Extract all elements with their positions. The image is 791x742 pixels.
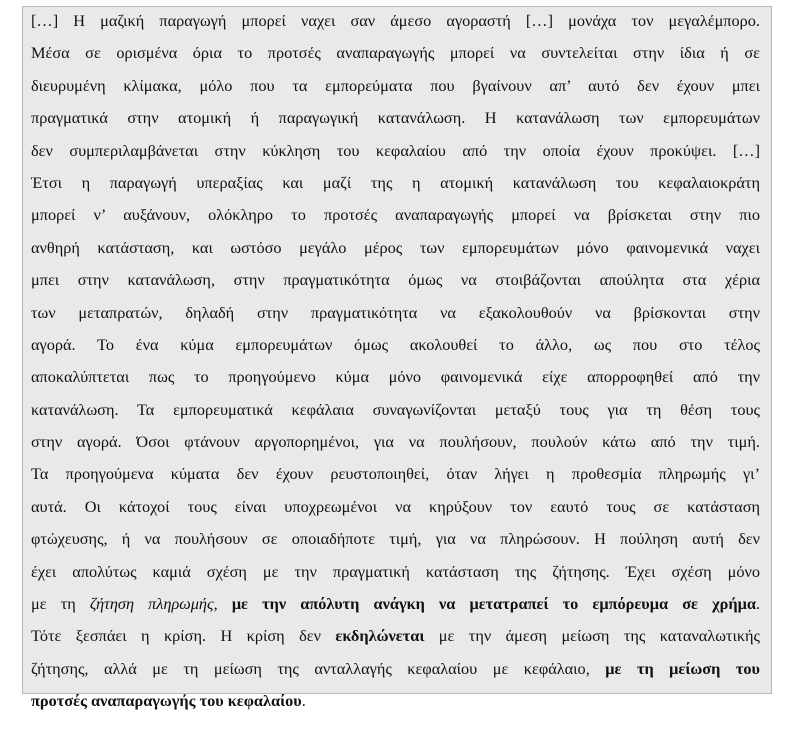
text-run: μπει στην κατανάλωση, στην πραγματικότητα όμως να στοιβάζονται απούλητα στα χέρια [31, 270, 760, 290]
text-line [31, 491, 760, 523]
text-line [31, 653, 760, 685]
text-run: κατανάλωση. Τα εμπορευματικά κεφάλαια συναγωνίζονται μεταξύ τους για τη θέση τους [31, 399, 760, 419]
text-run: διευρυμένη κλίμακα, μόλο που τα εμπορεύματα που βγαίνουν απ’ αυτό δεν έχουν μπει [31, 75, 760, 95]
quote-text [31, 5, 760, 718]
text-line [31, 588, 760, 620]
text-run: αγορά. Το ένα κύμα εμπορευμάτων όμως ακολουθεί το άλλο, ως που στο τέλος [31, 334, 760, 354]
text-run: στην αγορά. Όσοι φτάνουν αργοπορημένοι, για να πουλήσουν, πουλούν κάτω από την τιμή. [31, 432, 760, 452]
text-line [31, 685, 760, 717]
text-run: πραγματικά στην ατομική ή παραγωγική κατανάλωση. Η κατανάλωση των εμπορευμάτων [31, 108, 760, 128]
text-run: ανθηρή κατάσταση, και ωστόσο μεγάλο μέρος των εμπορευμάτων μόνο φαινομενικά ναχει [31, 237, 760, 257]
text-line [31, 458, 760, 490]
text-run: αυτά. Οι κάτοχοί τους είναι υποχρεωμένοι να κηρύξουν τον εαυτό τους σε κατάσταση [31, 496, 760, 516]
text-line [31, 70, 760, 102]
text-line [31, 102, 760, 134]
text-run: . [301, 691, 306, 711]
text-line [31, 135, 760, 167]
text-run: με την άμεση μείωση της καταναλωτικής [424, 626, 760, 646]
text-line [31, 426, 760, 458]
bold-text: προτσές αναπαραγωγής του κεφαλαίου [31, 691, 302, 711]
text-run: Τα προηγούμενα κύματα δεν έχουν ρευστοποιηθεί, όταν λήγει η προθεσμία πληρωμής γι’ [31, 464, 760, 484]
text-run: Μέσα σε ορισμένα όρια το προτσές αναπαραγωγής μπορεί να συντελείται στην ίδια ή σε [31, 43, 760, 63]
italic-text: ζήτηση πληρωμής, [89, 594, 218, 614]
text-line [31, 199, 760, 231]
text-run: μπορεί ν’ αυξάνουν, ολόκληρο το προτσές αναπαραγωγής μπορεί να βρίσκεται στην πιο [31, 205, 760, 225]
text-run: ζήτησης, αλλά με τη μείωση της ανταλλαγής κεφαλαίου με κεφάλαιο, [31, 658, 606, 678]
bold-text: με τη μείωση του [605, 658, 760, 678]
text-run: […] Η μαζική παραγωγή μπορεί ναχει σαν άμεσο αγοραστή […] μονάχα τον μεγαλέμπορο. [31, 11, 760, 30]
text-run: . [755, 594, 760, 614]
text-line [31, 394, 760, 426]
bold-text: εκδηλώνεται [335, 626, 425, 646]
text-run: με τη [31, 594, 90, 614]
text-line [31, 264, 760, 296]
text-line [31, 37, 760, 69]
text-line [31, 232, 760, 264]
text-run: φτώχευσης, ή να πουλήσουν σε οποιαδήποτε τιμή, για να πληρώσουν. Η πούληση αυτή δεν [31, 529, 760, 549]
bold-text: με την απόλυτη ανάγκη να μετατραπεί το εμπόρευμα σε χρήμα [231, 594, 756, 614]
text-line [31, 167, 760, 199]
text-line [31, 523, 760, 555]
text-run: έχει απολύτως καμιά σχέση με την πραγματική κατάσταση της ζήτησης. Έχει σχέση μόνο [31, 561, 760, 581]
text-run: των μεταπρατών, δηλαδή στην πραγματικότητα να εξακολουθούν να βρίσκονται στην [31, 302, 760, 322]
text-line [31, 329, 760, 361]
text-line [31, 556, 760, 588]
text-run: δεν συμπεριλαμβάνεται στην κύκληση του κεφαλαίου από την οποία έχουν προκύψει. […] [31, 140, 760, 160]
text-line [31, 620, 760, 652]
text-run: Τότε ξεσπάει η κρίση. Η κρίση δεν [31, 626, 336, 646]
text-line [31, 297, 760, 329]
text-line [31, 5, 760, 37]
text-line [31, 361, 760, 393]
text-run: αποκαλύπτεται πως το προηγούμενο κύμα μόνο φαινομενικά είχε απορροφηθεί από την [31, 367, 760, 387]
text-run [218, 594, 232, 613]
text-run: Έτσι η παραγωγή υπεραξίας και μαζί της η ατομική κατανάλωση του κεφαλαιοκράτη [31, 172, 760, 192]
